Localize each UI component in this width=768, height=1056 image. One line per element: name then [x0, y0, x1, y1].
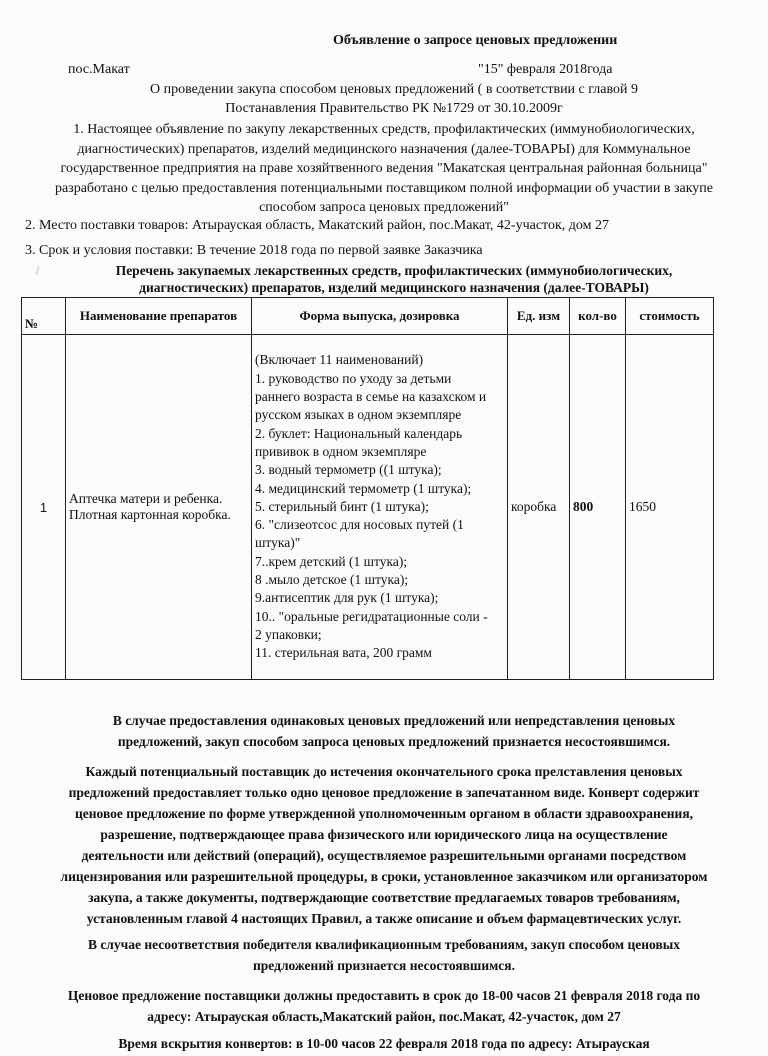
form-line: русском языках в одном экземпляре: [255, 407, 462, 423]
header-number: №: [22, 298, 66, 335]
opening-paragraph: [20, 1033, 748, 1054]
tie-rule-paragraph: [20, 710, 748, 752]
note-line: разрешение, подтверждающее права физического или юридического лица на осуществление: [100, 827, 668, 842]
document-title: Объявление о запросе ценовых предложении: [333, 33, 618, 48]
form-line: раннего возраста в семье на казахском и: [255, 389, 487, 405]
item-name-line: Плотная картонная коробка.: [69, 507, 231, 522]
note-line: Ценовое предложение поставщики должны предоставить в срок до 18-00 часов 21 февраля 2018 года по: [67, 988, 701, 1003]
envelope-rule-paragraph: [20, 761, 748, 929]
intro-line: способом запроса ценовых предложений": [259, 200, 509, 215]
list-title-line-1: Перечень закупаемых лекарственных средств, профилактических (иммунобиологических,: [115, 263, 673, 278]
winner-rule-paragraph: [20, 934, 748, 976]
note-line: адресу: Атырауская область,Макатский район, пос.Макат, 42-участок, дом 27: [147, 1009, 621, 1024]
intro-line: государственное предприятия на праве хозяйтвенного ведения "Макатская центральная районная больница": [60, 161, 708, 176]
delivery-terms: 3. Срок и условия поставки: В течение 2018 года по первой заявке Заказчика: [25, 243, 483, 258]
item-form: [252, 335, 508, 680]
note-line: лицензирования или разрешительной процедуры, в сроки, установленное заказчиком или организатором: [60, 869, 708, 884]
form-line: 1. руководство по уходу за детьми: [255, 370, 452, 386]
intro-line: разработано с целью предоставления потенциальными поставщиком полной информации об участии в закупе: [54, 180, 714, 196]
item-cost: 1650: [626, 335, 714, 680]
form-line: штука)": [255, 535, 301, 551]
header-form: Форма выпуска, дозировка: [252, 298, 508, 335]
form-line: 2 упаковки;: [255, 626, 322, 642]
note-line: В случае предоставления одинаковых ценовых предложений или непредставления ценовых: [112, 713, 676, 728]
goods-table: [21, 297, 714, 680]
form-line: прививок в одном экземпляре: [255, 443, 427, 459]
note-line: предложений предоставляет только одно ценовое предложение в запечатанном виде. Конверт содержит: [68, 785, 700, 800]
form-line: 5. стерильный бинт (1 штука);: [255, 498, 429, 514]
note-line: закупа, а также документы, подтверждающие соответствие предлагаемых товаров требованиям,: [88, 890, 680, 905]
row-number: 1: [22, 335, 66, 680]
form-line: 6. "слизеотсос для носовых путей (1: [255, 517, 464, 533]
form-line: 9.антисептик для рук (1 штука);: [255, 590, 439, 606]
header-unit: Ед. изм: [508, 298, 570, 335]
header-name: Наименование препаратов: [66, 298, 252, 335]
note-line: предложений, закуп способом запроса ценовых предложений признается несостоявшимся.: [117, 734, 671, 749]
form-line: 11. стерильная вата, 200 грамм: [255, 645, 432, 661]
subtitle-line-2: Постанавления Правительство РК №1729 от 30.10.2009г: [225, 101, 563, 116]
table-row: [22, 335, 714, 680]
form-line: 8 .мыло детское (1 штука);: [255, 572, 409, 588]
header-qty: кол-во: [570, 298, 626, 335]
form-line: 10.. "оральные регидратационные соли -: [255, 608, 488, 624]
deadline-paragraph: [20, 985, 748, 1027]
form-line: 2. буклет: Национальный календарь: [255, 425, 463, 441]
note-line: В случае несоответствия победителя квалификационным требованиям, закуп способом ценовых: [87, 937, 681, 952]
item-name: [66, 335, 252, 680]
intro-line: диагностических) препаратов, изделий медицинского назначения (далее-ТОВАРЫ) для Коммунальное: [77, 141, 691, 157]
note-line: предложений признается несостоявшимся.: [253, 958, 515, 973]
form-line: 3. водный термометр ((1 штука);: [255, 462, 442, 478]
subtitle-line-1: О проведении закупа способом ценовых предложений ( в соответствии с главой 9: [149, 82, 639, 97]
form-line: (Включает 11 наименований): [255, 352, 424, 368]
table-header-row: [22, 298, 714, 335]
note-line: установленным главой 4 настоящих Правил, а также описание и объем фармацевтических услуг.: [86, 911, 682, 926]
item-unit: коробка: [508, 335, 570, 680]
delivery-place: 2. Место поставки товаров: Атырауская область, Макатский район, пос.Макат, 42-участок, дом 27: [25, 218, 609, 233]
list-title-line-2: диагностических) препаратов, изделий медицинского назначения (далее-ТОВАРЫ): [139, 280, 649, 295]
form-line: 7..крем детский (1 штука);: [255, 553, 408, 569]
document-date: "15" февраля 2018года: [478, 62, 613, 77]
item-qty: 800: [570, 335, 626, 680]
note-line: ценовое предложение по форме утвержденной уполномоченным органом в области здравоохранения,: [74, 806, 693, 821]
note-line: деятельности или действий (операций), осуществляемое разрешительными органами посредством: [81, 848, 687, 863]
item-name-line: Аптечка матери и ребенка.: [69, 491, 223, 506]
intro-paragraph: [20, 120, 748, 218]
note-line: Время вскрытия конвертов: в 10-00 часов 22 февраля 2018 года по адресу: Атырауская: [118, 1036, 650, 1051]
form-line: 4. медицинский термометр (1 штука);: [255, 480, 472, 496]
note-line: Каждый потенциальный поставщик до истечения окончательного срока прелставления ценовых: [85, 764, 683, 779]
intro-line: 1. Настоящее объявление по закупу лекарственных средств, профилактических (иммунобиологических,: [73, 122, 695, 137]
place-label: пос.Макат: [68, 62, 130, 77]
header-cost: стоимость: [626, 298, 714, 335]
